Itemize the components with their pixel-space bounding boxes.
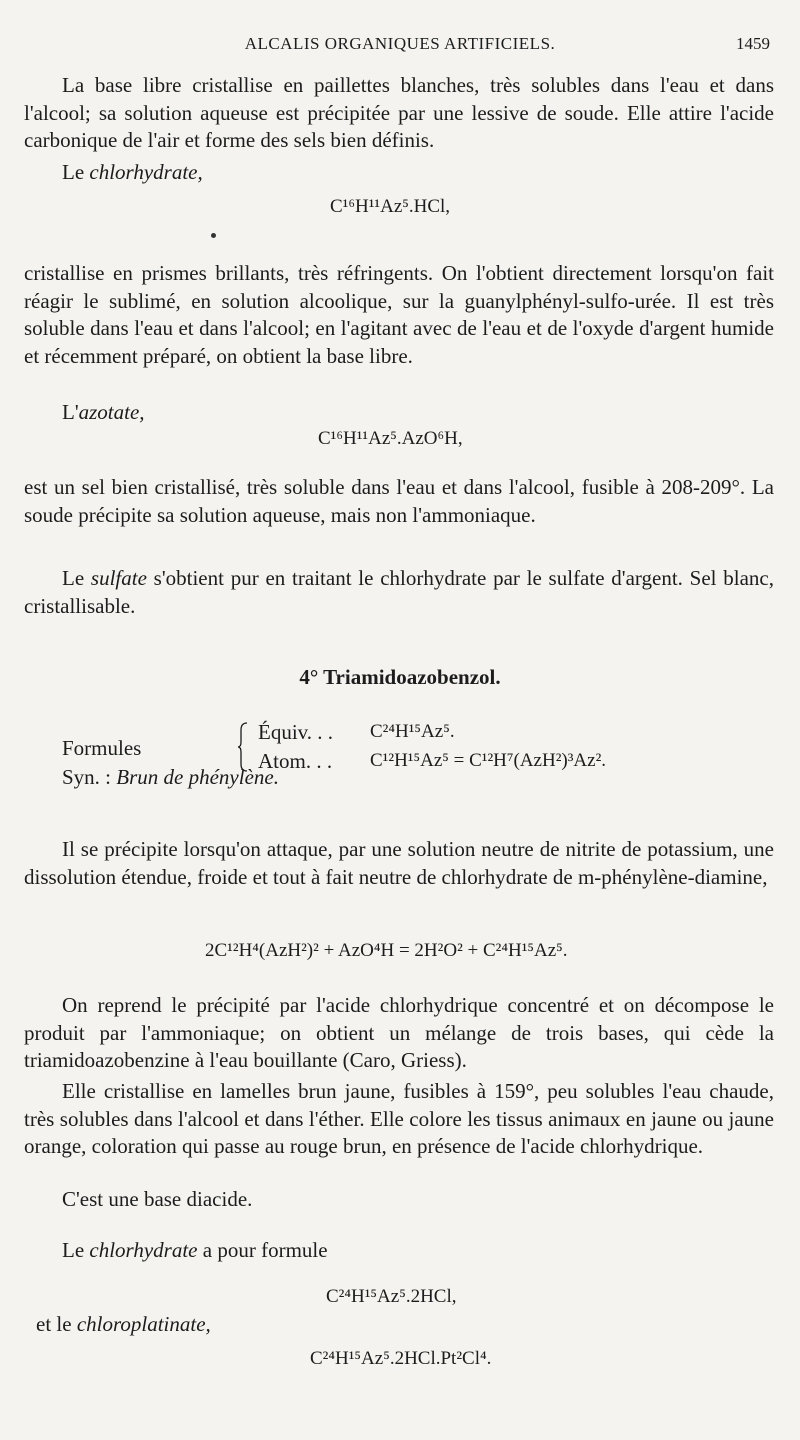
paragraph-chlorhydrate: cristallise en prismes brillants, très réfringents. On l'obtient directement lorsqu'on fait réagir le sublimé, en solution alcoolique, sur la guanylphényl-sulfo-urée. Il est très soluble dans l'eau et dans l'alcool; en l'agitant avec de l'eau et de l'oxyde d'argent humide et récemment préparé, on obtient la base libre. xyxy=(24,261,774,368)
chlorhydrate-formula: C¹⁶H¹¹Az⁵.HCl, xyxy=(330,196,451,217)
paragraph-base-diacide: C'est une base diacide. xyxy=(62,1187,253,1211)
azotate-intro xyxy=(62,400,145,425)
paragraph-cristallise: Elle cristallise en lamelles brun jaune, fusibles à 159°, peu solubles l'eau chaude, très solubles dans l'alcool et dans l'éther. Elle colore les tissus animaux en jaune ou jaune orange, coloration qui passe au rouge brun, en présence de l'acide chlorhydrique. xyxy=(24,1079,774,1158)
atom-label: Atom. . . xyxy=(258,749,333,773)
paragraph-base-libre: La base libre cristallise en paillettes blanches, très solubles dans l'eau et dans l'alcool; sa solution aqueuse est précipitée par une lessive de soude. Elle attire l'acide carbonique de l'air et forme des sels bien définis. xyxy=(24,73,774,152)
chlorhydrate2-rest: a pour formule xyxy=(197,1238,328,1262)
chloroplatinate-formula: C²⁴H¹⁵Az⁵.2HCl.Pt²Cl⁴. xyxy=(310,1348,492,1369)
running-title: ALCALIS ORGANIQUES ARTIFICIELS. xyxy=(244,34,556,53)
paragraph-reprise: On reprend le précipité par l'acide chlorhydrique concentré et on décompose le produit par l'ammoniaque; on obtient un mélange de trois bases, qui cède la triamidoazobenzine à l'eau bouillante (Caro, Griess). xyxy=(24,993,774,1072)
section-heading: 4° Triamidoazobenzol. xyxy=(299,665,501,689)
paragraph-sulfate xyxy=(24,565,774,620)
azotate-intro-prefix: L' xyxy=(62,400,79,424)
sulfate-prefix: Le xyxy=(62,566,91,590)
azotate-intro-word: azotate, xyxy=(78,400,145,424)
syn-prefix: Syn. : xyxy=(62,765,117,789)
chlorhydrate-intro-prefix: Le xyxy=(62,160,90,184)
paragraph-precipitation: Il se précipite lorsqu'on attaque, par une solution neutre de nitrite de potassium, une dissolution étendue, froide et tout à fait neutre de chlorhydrate de m-phénylène-diamine, xyxy=(24,837,774,889)
sulfate-word: sulfate xyxy=(90,566,147,590)
paragraph-azotate: est un sel bien cristallisé, très soluble dans l'eau et dans l'alcool, fusible à 208-209°. La soude précipite sa solution aqueuse, mais non l'ammoniaque. xyxy=(24,475,774,527)
chlorhydrate2-intro xyxy=(62,1238,328,1263)
equiv-formula: C²⁴H¹⁵Az⁵. xyxy=(370,721,455,742)
page-header xyxy=(0,34,800,58)
chloroplatinate-intro xyxy=(36,1312,211,1337)
azotate-formula: C¹⁶H¹¹Az⁵.AzO⁶H, xyxy=(318,428,463,449)
formulas-label: Formules xyxy=(62,736,142,760)
page-number: 1459 xyxy=(736,34,770,53)
atom-formula: C¹²H¹⁵Az⁵ = C¹²H⁷(AzH²)³Az². xyxy=(370,750,607,771)
chloroplatinate-prefix: et le xyxy=(36,1312,77,1336)
chlorhydrate2-prefix: Le xyxy=(62,1238,90,1262)
equiv-label: Équiv. . . xyxy=(258,720,334,744)
sulfate-rest: s'obtient pur en traitant le chlorhydrate par le sulfate d'argent. Sel blanc, cristallisable. xyxy=(24,566,774,618)
chlorhydrate2-word: chlorhydrate xyxy=(89,1238,198,1262)
syn-name: Brun de phénylène. xyxy=(116,765,279,789)
synonym-line xyxy=(62,765,279,790)
chlorhydrate-intro-word: chlorhydrate, xyxy=(89,160,203,184)
chlorhydrate2-formula: C²⁴H¹⁵Az⁵.2HCl, xyxy=(326,1286,457,1307)
chloroplatinate-word: chloroplatinate, xyxy=(76,1312,211,1336)
reaction-formula: 2C¹²H⁴(AzH²)² + AzO⁴H = 2H²O² + C²⁴H¹⁵Az⁵. xyxy=(205,940,568,961)
ink-dot xyxy=(211,233,216,238)
chlorhydrate-intro xyxy=(62,160,203,185)
